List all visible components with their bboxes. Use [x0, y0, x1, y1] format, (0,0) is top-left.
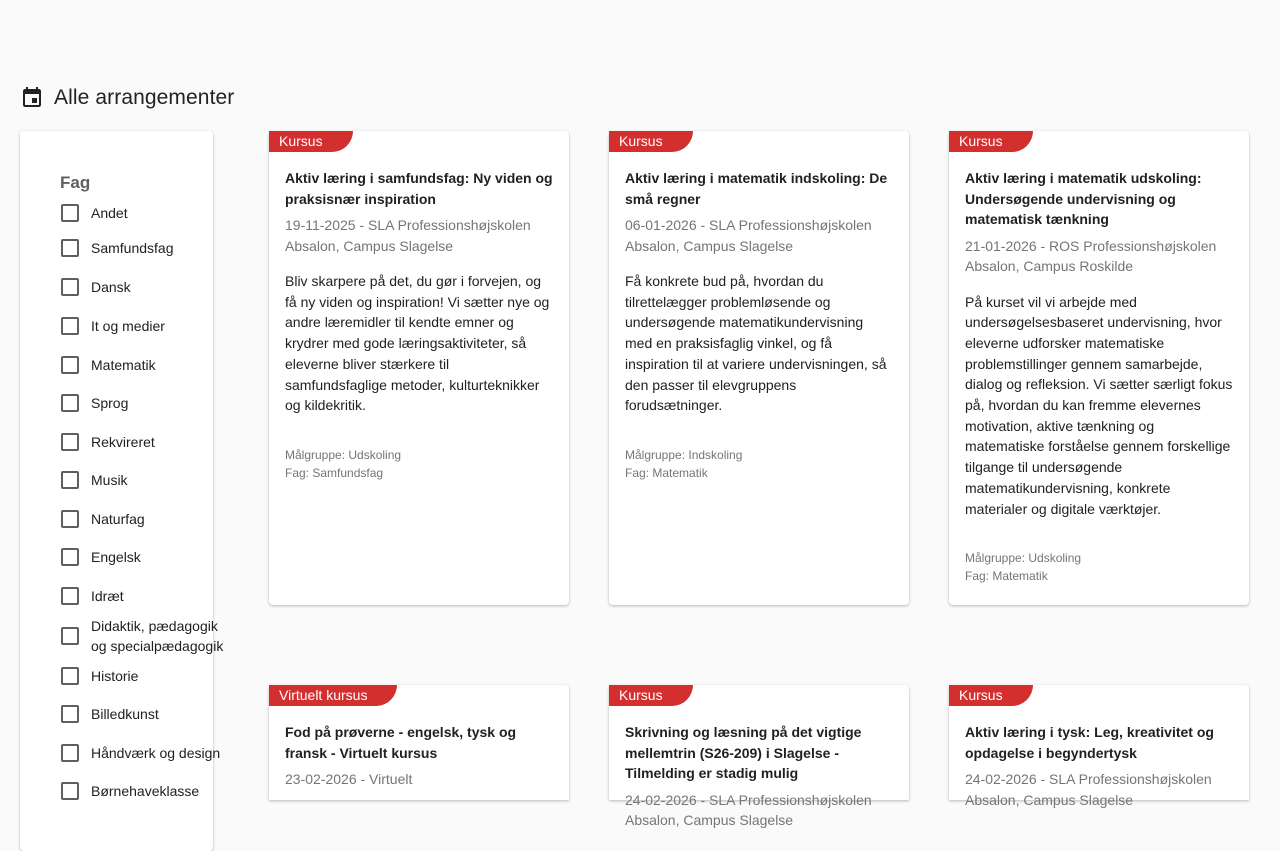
event-card[interactable]: [949, 131, 1249, 605]
filter-label: Historie: [91, 667, 139, 684]
filter-label: Samfundsfag: [91, 239, 174, 256]
filter-label: Engelsk: [91, 549, 141, 565]
event-subject: Fag: Samfundsfag: [285, 465, 384, 480]
filter-item-engelsk[interactable]: [60, 538, 260, 576]
filter-item-boernehaveklasse[interactable]: [60, 772, 260, 810]
checkbox[interactable]: [61, 510, 79, 528]
event-title[interactable]: Aktiv læring i matematik indskoling: De små regner: [625, 170, 888, 207]
filter-item-andet[interactable]: [60, 198, 260, 228]
event-type-badge: Virtuelt kursus: [269, 685, 397, 706]
checkbox[interactable]: [61, 744, 79, 762]
checkbox[interactable]: [61, 278, 79, 296]
filter-panel: [20, 131, 224, 851]
event-info: [965, 549, 1233, 585]
event-card[interactable]: [269, 131, 569, 605]
event-card-body: [285, 168, 553, 482]
event-type-badge: Kursus: [609, 131, 693, 152]
checkbox[interactable]: [61, 433, 79, 451]
event-title[interactable]: Aktiv læring i samfundsfag: Ny viden og praksisnær inspiration: [285, 170, 553, 207]
filter-label: Sprog: [91, 395, 129, 411]
event-date-location: 24-02-2026 - SLA Professionshøjskolen Absalon, Campus Slagelse: [965, 771, 1212, 808]
event-subject: Fag: Matematik: [965, 569, 1048, 584]
event-date-location: 24-02-2026 - SLA Professionshøjskolen Absalon, Campus Slagelse: [625, 791, 872, 828]
checkbox[interactable]: [61, 356, 79, 374]
checkbox[interactable]: [61, 317, 79, 335]
event-date-location: 19-11-2025 - SLA Professionshøjskolen Absalon, Campus Slagelse: [285, 217, 531, 254]
filter-label: Naturfag: [91, 510, 145, 527]
event-date-location: 21-01-2026 - ROS Professionshøjskolen Absalon, Campus Roskilde: [965, 237, 1217, 274]
event-card[interactable]: [609, 131, 909, 605]
filter-label: Rekvireret: [91, 433, 155, 450]
event-description: Bliv skarpere på det, du gør i forvejen, og få ny viden og inspiration! Vi sætter nye og andre læremidler til kendte emner og krydrer med gode læringsaktiviteter, så eleverne bliver stærkere til samfundsfaglige metoder, kulturteknikker og kildekritik.: [285, 273, 550, 414]
filter-label: Børnehaveklasse: [91, 783, 200, 799]
page-header: [20, 84, 234, 112]
event-type-badge: Kursus: [949, 685, 1033, 706]
event-title[interactable]: Aktiv læring i tysk: Leg, kreativitet og opdagelse i begyndertysk: [965, 724, 1214, 761]
event-card[interactable]: [269, 685, 569, 800]
filter-item-didaktik[interactable]: [60, 615, 260, 656]
event-card[interactable]: [609, 685, 909, 828]
checkbox[interactable]: [61, 782, 79, 800]
filter-item-haandvaerk-og-design[interactable]: [60, 733, 260, 772]
filter-item-idraet[interactable]: [60, 576, 260, 615]
filter-item-naturfag[interactable]: [60, 499, 260, 538]
filter-label: Musik: [91, 472, 128, 488]
event-type-badge: Kursus: [949, 131, 1033, 152]
filter-label: It og medier: [91, 317, 165, 334]
event-title[interactable]: Aktiv læring i matematik udskoling: Undersøgende undervisning og matematisk tænkning: [965, 170, 1202, 227]
filter-label: Didaktik, pædagogik og specialpædagogik: [91, 617, 224, 654]
event-card-body: [625, 722, 893, 831]
filter-item-musik[interactable]: [60, 461, 260, 499]
event-title[interactable]: Skrivning og læsning på det vigtige mellemtrin (S26-209) i Slagelse - Tilmelding er stadig mulig: [625, 724, 862, 781]
event-card-body: [285, 722, 553, 790]
filter-label: Idræt: [91, 587, 124, 604]
filter-label: Matematik: [91, 356, 156, 373]
event-description: Få konkrete bud på, hvordan du tilrettelægger problemløsende og undersøgende matematikundervisning med en praksisfaglig vinkel, og få inspiration til at variere undervisningen, så den passer til elevgruppens forudsætninger.: [625, 273, 887, 414]
filter-item-sprog[interactable]: [60, 384, 260, 422]
event-type-badge: Kursus: [609, 685, 693, 706]
event-target-group: Målgruppe: Indskoling: [625, 447, 743, 462]
event-card-body: [625, 168, 893, 482]
filter-label: Håndværk og design: [91, 744, 221, 761]
filter-label: Dansk: [91, 278, 131, 295]
checkbox[interactable]: [61, 587, 79, 605]
event-info: [285, 446, 553, 482]
checkbox[interactable]: [61, 548, 79, 566]
calendar-icon: [20, 86, 44, 110]
checkbox[interactable]: [61, 667, 79, 685]
filter-item-it-og-medier[interactable]: [60, 306, 260, 345]
event-date-location: 06-01-2026 - SLA Professionshøjskolen Absalon, Campus Slagelse: [625, 217, 872, 254]
filter-item-dansk[interactable]: [60, 267, 260, 306]
filter-item-historie[interactable]: [60, 656, 260, 695]
filter-heading: Fag: [60, 173, 91, 192]
event-card-body: [965, 168, 1233, 585]
event-target-group: Målgruppe: Udskoling: [965, 551, 1082, 566]
event-date-location: 23-02-2026 - Virtuelt: [285, 771, 413, 787]
event-target-group: Målgruppe: Udskoling: [285, 447, 402, 462]
filter-list: [60, 198, 260, 810]
checkbox[interactable]: [61, 627, 79, 645]
filter-label: Andet: [91, 205, 128, 221]
page-title: Alle arrangementer: [54, 86, 235, 109]
checkbox[interactable]: [61, 471, 79, 489]
checkbox[interactable]: [61, 394, 79, 412]
event-title[interactable]: Fod på prøverne - engelsk, tysk og fransk - Virtuelt kursus: [285, 724, 517, 761]
filter-item-samfundsfag[interactable]: [60, 228, 260, 267]
checkbox[interactable]: [61, 204, 79, 222]
event-info: [625, 446, 893, 482]
filter-item-billedkunst[interactable]: [60, 695, 260, 733]
event-type-badge: Kursus: [269, 131, 353, 152]
checkbox[interactable]: [61, 239, 79, 257]
filter-item-matematik[interactable]: [60, 345, 260, 384]
event-card[interactable]: [949, 685, 1249, 808]
filter-item-rekvireret[interactable]: [60, 422, 260, 461]
checkbox[interactable]: [61, 705, 79, 723]
filter-label: Billedkunst: [91, 706, 159, 722]
event-description: På kurset vil vi arbejde med undersøgelsesbaseret undervisning, hvor eleverne udforsker matematiske problemstillinger gennem samarbejde, dialog og refleksion. Vi sætter særligt fokus på, hvordan du kan fremme elevernes motivation, aktive tænkning og matematiske forståelse gennem forskellige tilgange til undersøgende matematikundervisning, konkrete materialer og digitale værktøjer.: [965, 293, 1233, 517]
event-card-body: [965, 722, 1233, 810]
event-subject: Fag: Matematik: [625, 465, 708, 480]
